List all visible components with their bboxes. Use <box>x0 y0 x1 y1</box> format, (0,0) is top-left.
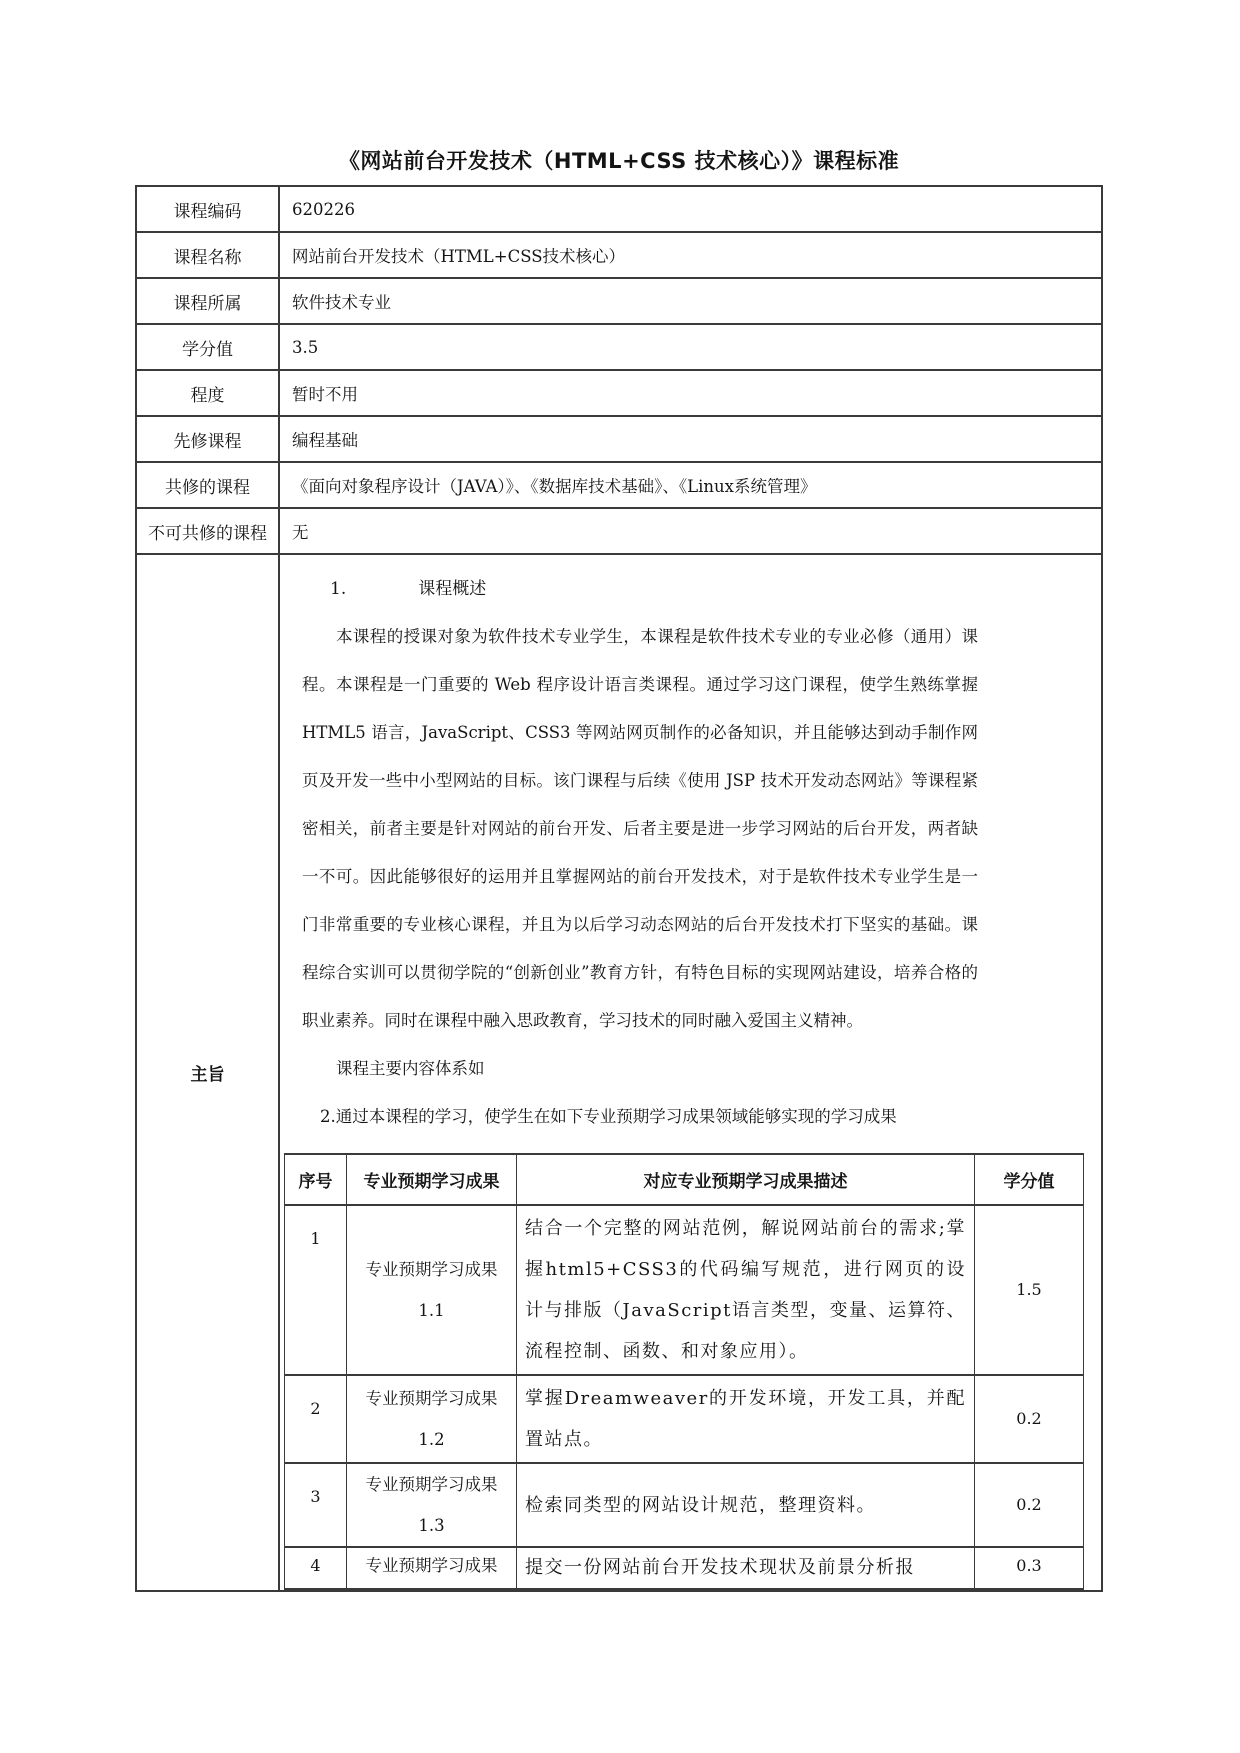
outcome-no: 2 <box>285 1375 347 1463</box>
outcome-row <box>285 1463 1084 1547</box>
info-value: 软件技术专业 <box>279 278 1102 324</box>
outcome-name <box>347 1547 517 1589</box>
info-value: 《面向对象程序设计（JAVA）》、《数据库技术基础》、《Linux系统管理》 <box>279 462 1102 508</box>
info-label: 学分值 <box>136 324 279 370</box>
outcome-no: 4 <box>285 1547 347 1589</box>
info-value: 3.5 <box>279 324 1102 370</box>
outcome-description: 结合一个完整的网站范例，解说网站前台的需求;掌握html5+CSS3的代码编写规范，进行网页的设计与排版（JavaScript语言类型，变量、运算符、流程控制、函数、和对象应用）。 <box>517 1205 975 1375</box>
outcome-name-text: 专业预期学习成果 <box>365 1389 498 1408</box>
outcome-name-text: 专业预期学习成果 <box>365 1475 498 1494</box>
main-purpose-content <box>279 554 1102 1591</box>
outcome-name <box>347 1463 517 1547</box>
outcome-description: 检索同类型的网站设计规范，整理资料。 <box>517 1463 975 1547</box>
course-info-table <box>135 185 1103 1592</box>
outcome-description: 掌握Dreamweaver的开发环境，开发工具，并配置站点。 <box>517 1375 975 1463</box>
content-system-line: 课程主要内容体系如 <box>336 1059 485 1078</box>
col-header-no: 序号 <box>285 1154 347 1205</box>
info-value: 620226 <box>279 186 1102 232</box>
info-value: 无 <box>279 508 1102 554</box>
info-label: 不可共修的课程 <box>136 508 279 554</box>
info-label: 课程编码 <box>136 186 279 232</box>
info-row-course-code <box>136 186 1102 232</box>
outcome-code: 1.1 <box>418 1301 445 1320</box>
col-header-outcome: 专业预期学习成果 <box>347 1154 517 1205</box>
info-row-credit-value <box>136 324 1102 370</box>
outcome-description: 提交一份网站前台开发技术现状及前景分析报 <box>517 1547 975 1589</box>
outcome-code: 1.2 <box>418 1430 445 1449</box>
info-label: 共修的课程 <box>136 462 279 508</box>
outcome-name-text: 专业预期学习成果 <box>365 1556 498 1575</box>
info-row-course-name <box>136 232 1102 278</box>
document-title: 《网站前台开发技术（HTML+CSS 技术核心）》课程标准 <box>338 149 900 173</box>
info-label: 课程所属 <box>136 278 279 324</box>
info-label: 先修课程 <box>136 416 279 462</box>
info-label: 课程名称 <box>136 232 279 278</box>
info-row-level <box>136 370 1102 416</box>
info-value: 编程基础 <box>279 416 1102 462</box>
info-row-course-department <box>136 278 1102 324</box>
outcome-row <box>285 1375 1084 1463</box>
outcome-name <box>347 1375 517 1463</box>
outcome-no: 1 <box>285 1205 347 1375</box>
outcome-row <box>285 1205 1084 1375</box>
course-overview-block <box>280 555 1101 1145</box>
course-overview-paragraph: 本课程的授课对象为软件技术专业学生，本课程是软件技术专业的专业必修（通用）课程。本课程是一门重要的 Web 程序设计语言类课程。通过学习这门课程，使学生熟练掌握 HTML5 语言，JavaScript、CSS3 等网站网页制作的必备知识，并且能够达到动手制作网页及开发一些中小型网站的目标。该门课程与后续《使用 JSP 技术开发动态网站》等课程紧密相关，前者主要是针对网站的前台开发、后者主要是进一步学习网站的后台开发，两者缺一不可。因此能够很好的运用并且掌握网站的前台开发技术，对于是软件技术专业学生是一门非常重要的专业核心课程，并且为以后学习动态网站的后台开发技术打下坚实的基础。课程综合实训可以贯彻学院的“创新创业”教育方针，有特色目标的实现网站建设，培养合格的职业素养。同时在课程中融入思政教育，学习技术的同时融入爱国主义精神。 <box>302 627 978 1030</box>
outcome-credit: 1.5 <box>975 1205 1084 1375</box>
outcome-name-text: 专业预期学习成果 <box>365 1260 498 1279</box>
info-value: 网站前台开发技术（HTML+CSS技术核心） <box>279 232 1102 278</box>
section-heading <box>302 565 1101 613</box>
outcomes-table <box>284 1153 1084 1590</box>
outcomes-header-row <box>285 1154 1084 1205</box>
outcome-no: 3 <box>285 1463 347 1547</box>
info-label: 程度 <box>136 370 279 416</box>
info-row-excluded-courses <box>136 508 1102 554</box>
outcome-credit: 0.2 <box>975 1375 1084 1463</box>
outcome-code: 1.3 <box>418 1516 445 1535</box>
info-value: 暂时不用 <box>279 370 1102 416</box>
outcome-credit: 0.3 <box>975 1547 1084 1589</box>
section-heading-title: 课程概述 <box>418 579 487 599</box>
outcome-name <box>347 1205 517 1375</box>
main-purpose-row <box>136 554 1102 1591</box>
outcomes-intro-line: 2.通过本课程的学习，使学生在如下专业预期学习成果领域能够实现的学习成果 <box>320 1107 897 1126</box>
outcome-row <box>285 1547 1084 1589</box>
info-row-prerequisites <box>136 416 1102 462</box>
outcome-credit: 0.2 <box>975 1463 1084 1547</box>
col-header-description: 对应专业预期学习成果描述 <box>517 1154 975 1205</box>
info-row-corequisites <box>136 462 1102 508</box>
main-purpose-label: 主旨 <box>136 554 279 1591</box>
section-heading-number: 1. <box>330 579 347 599</box>
col-header-credit: 学分值 <box>975 1154 1084 1205</box>
